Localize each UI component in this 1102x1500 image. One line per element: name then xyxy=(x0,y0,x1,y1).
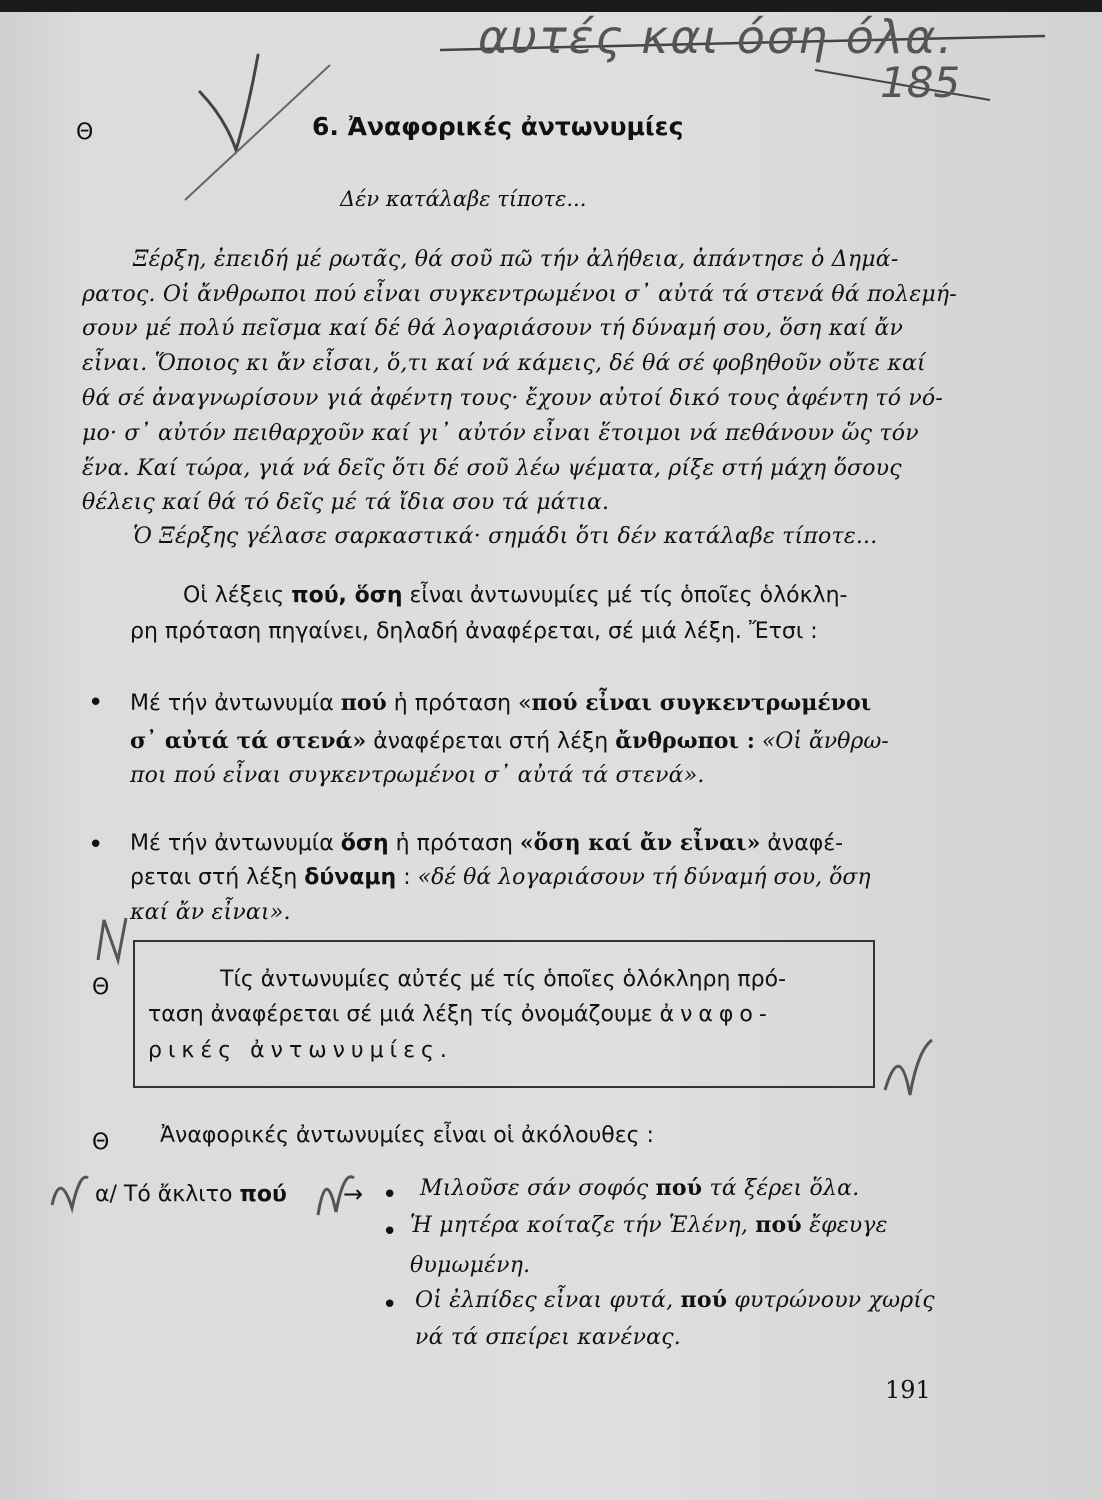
text-run: Μιλοῦσε σάν σοφός xyxy=(420,1176,656,1201)
text-run-bold: ὅση xyxy=(340,831,389,856)
text-run: Μέ τήν ἀντωνυμία xyxy=(130,831,341,856)
text-run-bold: πού xyxy=(655,1175,703,1201)
theta-marker: Θ xyxy=(76,120,94,145)
text-run: Ἡ μητέρα κοίταζε τήν Ἑλένη, xyxy=(410,1213,756,1238)
example-line xyxy=(420,1175,859,1201)
text-run-bold: πού xyxy=(239,1182,287,1207)
box-line1: Τίς ἀντωνυμίες αὐτές μέ τίς ὁποῖες ὁλόκληρη πρό- xyxy=(220,967,787,992)
explanation-intro xyxy=(183,583,847,608)
explanation-intro-line2: ρη πρόταση πηγαίνει, δηλαδή ἀναφέρεται, σέ μιά λέξη. Ἔτσι : xyxy=(130,619,818,644)
text-run-bold: σ᾽ αὐτά τά στενά» xyxy=(130,728,367,754)
text-run: ρεται στή λέξη xyxy=(130,865,305,890)
margin-n-mark-2 xyxy=(885,1040,932,1095)
text-run: Οἱ λέξεις xyxy=(183,583,292,608)
handwritten-number: 185 xyxy=(880,58,961,107)
text-run-bold: πού xyxy=(680,1287,728,1313)
text-run: ταση ἀναφέρεται σέ μιά λέξη τίς ὀνομάζουμε xyxy=(148,1002,660,1027)
story-line: ρατος. Οἱ ἄνθρωποι πού εἶναι συγκεντρωμένοι σ᾽ αὐτά τά στενά θά πολεμή- xyxy=(82,282,957,307)
bullet-dot: • xyxy=(88,688,104,718)
margin-n-mark-3 xyxy=(52,1177,88,1208)
bullet2-line2 xyxy=(130,865,871,890)
bullet1-line1 xyxy=(130,690,871,716)
box-line2 xyxy=(148,1002,773,1027)
text-run: φυτρώνουν χωρίς xyxy=(727,1288,935,1313)
bullet2-line3: καί ἄν εἶναι». xyxy=(130,900,291,925)
list-intro: Ἀναφορικές ἀντωνυμίες εἶναι οἱ ἀκόλουθες : xyxy=(160,1123,654,1148)
story-line: θά σέ ἀναγνωρίσουν γιά ἀφέντη τους· ἔχουν αὐτοί δικό τους ἀφέντη τό νό- xyxy=(82,386,944,411)
bullet-dot: • xyxy=(382,1217,398,1247)
margin-n-mark-1 xyxy=(98,918,126,960)
example-line-continued: νά τά σπείρει κανένας. xyxy=(415,1325,681,1350)
page-number: 191 xyxy=(885,1376,931,1404)
definition-box xyxy=(133,940,875,1088)
theta-marker: Θ xyxy=(92,975,110,1000)
text-run: ἡ πρόταση « xyxy=(386,691,532,716)
bullet-dot: • xyxy=(382,1180,398,1210)
pencil-slash xyxy=(185,65,330,200)
text-run: ἀναφέρεται στή λέξη xyxy=(366,729,616,754)
bullet1-line3: ποι πού εἶναι συγκεντρωμένοι σ᾽ αὐτά τά στενά». xyxy=(130,763,705,788)
story-line: Ὁ Ξέρξης γέλασε σαρκαστικά· σημάδι ὅτι δέν κατάλαβε τίποτε... xyxy=(133,524,878,549)
text-run-spaced: ἀναφο- xyxy=(659,1002,773,1027)
story-line: σουν μέ πολύ πεῖσμα καί δέ θά λογαριάσουν τή δύναμή σου, ὅση καί ἄν xyxy=(82,316,904,341)
item-a-label xyxy=(95,1182,287,1207)
text-run: εἶναι ἀντωνυμίες μέ τίς ὁποῖες ὁλόκλη- xyxy=(402,583,848,608)
text-run: Μέ τήν ἀντωνυμία xyxy=(130,691,341,716)
text-run: : xyxy=(396,865,418,890)
section-title: 6. Ἀναφορικές ἀντωνυμίες xyxy=(312,112,684,141)
bullet-dot: • xyxy=(382,1290,398,1320)
story-line: ἕνα. Καί τώρα, γιά νά δεῖς ὅτι δέ σοῦ λέω ψέματα, ρίξε στή μάχη ὅσους xyxy=(82,456,902,481)
arrow-icon: → xyxy=(343,1180,364,1208)
theta-marker: Θ xyxy=(92,1130,110,1155)
story-line: εἶναι. Ὅποιος κι ἄν εἶσαι, ὅ,τι καί νά κάμεις, δέ θά σέ φοβηθοῦν οὔτε καί xyxy=(82,351,926,376)
text-run-bold: ἄνθρωποι : xyxy=(615,728,755,754)
text-run-bold: πού xyxy=(755,1212,802,1238)
example-line xyxy=(415,1287,935,1313)
handwritten-struck-text: αυτές και όση όλα. xyxy=(478,10,955,64)
example-line-continued: θυμωμένη. xyxy=(410,1253,531,1278)
bullet2-line1 xyxy=(130,830,843,856)
story-line: Ξέρξη, ἐπειδή μέ ρωτᾶς, θά σοῦ πῶ τήν ἀλήθεια, ἀπάντησε ὁ Δημά- xyxy=(133,247,899,272)
bullet-dot: • xyxy=(88,830,104,860)
text-run-italic: «δέ θά λογαριάσουν τή δύναμή σου, ὅση xyxy=(417,865,871,890)
text-run-italic: «Οἱ ἄνθρω- xyxy=(754,729,889,754)
text-run-bold: πού, ὅση xyxy=(291,583,403,608)
text-run-bold: πού εἶναι συγκεντρωμένοι xyxy=(531,690,872,716)
story-line: θέλεις καί θά τό δεῖς μέ τά ἴδια σου τά μάτια. xyxy=(82,490,610,515)
box-line3: ρικές ἀντωνυμίες. xyxy=(148,1038,453,1063)
text-run-bold: δύναμη xyxy=(304,865,397,890)
text-run: τά ξέρει ὅλα. xyxy=(702,1176,860,1201)
text-run: ἔφευγε xyxy=(801,1213,888,1238)
text-run: ἀναφέ- xyxy=(760,831,844,856)
text-run: α/ Τό ἄκλιτο xyxy=(95,1182,240,1207)
text-run-bold: «ὅση καί ἄν εἶναι» xyxy=(519,830,761,856)
bullet1-line2 xyxy=(130,728,889,754)
text-run: Οἱ ἐλπίδες εἶναι φυτά, xyxy=(415,1288,681,1313)
story-subtitle: Δέν κατάλαβε τίποτε... xyxy=(340,187,587,211)
checkmark-icon xyxy=(200,55,258,150)
text-run-bold: πού xyxy=(340,690,387,716)
story-line: μο· σ᾽ αὐτόν πειθαρχοῦν καί γι᾽ αὐτόν εἶναι ἕτοιμοι νά πεθάνουν ὥς τόν xyxy=(82,421,919,446)
text-run: ἡ πρόταση xyxy=(388,831,520,856)
example-line xyxy=(410,1212,888,1238)
